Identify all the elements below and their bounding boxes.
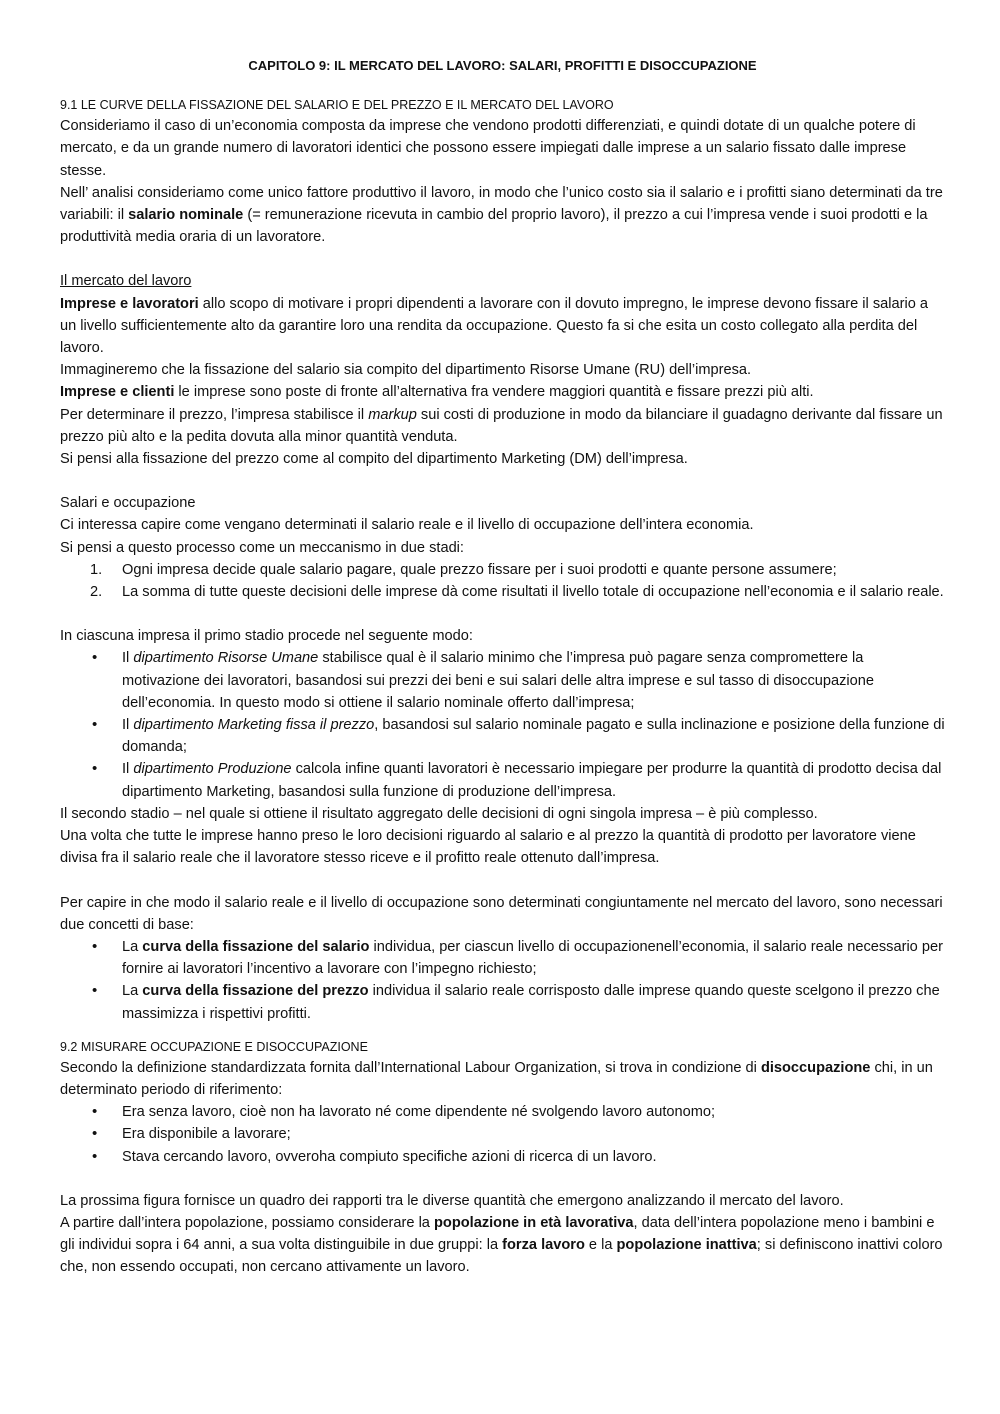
list-item bbox=[122, 936, 945, 980]
list-item: • Stava cercando lavoro, ovveroha compiuto specifiche azioni di ricerca di un lavoro. bbox=[122, 1146, 945, 1168]
section-heading-9-2: 9.2 MISURARE OCCUPAZIONE E DISOCCUPAZIONE bbox=[60, 1039, 368, 1054]
text: allo scopo di motivare i propri dipendenti a lavorare con il dovuto impregno, le imprese devono fissare il salario a un livello sufficientemente alto da garantire loro una rendita da occupazione. Questo fa si che esita un costo collegato alla perdita del lavoro. bbox=[60, 295, 928, 357]
bold-term: popolazione inattiva bbox=[616, 1237, 757, 1254]
paragraph: Ci interessa capire come vengano determinati il salario reale e il livello di occupazione dell’intera economia. bbox=[60, 517, 754, 534]
paragraph bbox=[60, 381, 945, 403]
list-item: • Era senza lavoro, cioè non ha lavorato né come dipendente né svolgendo lavoro autonomo; bbox=[122, 1101, 945, 1123]
paragraph bbox=[60, 404, 945, 448]
text: ; si definiscono inattivi coloro che, non essendo occupati, non cercano attivamente un lavoro. bbox=[60, 1237, 943, 1276]
italic-term: dipartimento Risorse Umane bbox=[133, 650, 319, 667]
text: A partire dall’intera popolazione, possiamo considerare la bbox=[60, 1214, 434, 1231]
text: individua, per ciascun livello di occupazionenell’economia, il salario reale necessario per fornire ai lavoratori l’incentivo a lavorare con l’impegno richiesto; bbox=[122, 938, 943, 978]
text: calcola infine quanti lavoratori è necessario impiegare per produrre la quantità di prodotto decisa dal dipartimento Marketing, basandosi sulla funzione di produzione dell’impresa. bbox=[122, 761, 942, 800]
paragraph bbox=[60, 1057, 945, 1101]
text: Consideriamo il caso di un’economia composta da imprese che vendono prodotti differenziati, e quindi dotate di un qualche potere di mercato, e da un grande numero di lavoratori identici che possono essere impiegati dalle imprese a un salario fissato dalle imprese stesse. bbox=[60, 118, 916, 179]
bullet-list bbox=[60, 647, 945, 802]
bold-term: Imprese e clienti bbox=[60, 384, 175, 401]
paragraph: In ciascuna impresa il primo stadio procede nel seguente modo: bbox=[60, 628, 473, 645]
paragraph: Una volta che tutte le imprese hanno preso le loro decisioni riguardo al salario e al prezzo la quantità di prodotto per lavoratore viene divisa fra il salario reale che il lavoratore stesso riceve e il profitto reale ottenuto dall’impresa. bbox=[60, 828, 916, 867]
bold-term: Imprese e lavoratori bbox=[60, 295, 199, 312]
paragraph: Immagineremo che la fissazione del salario sia compito del dipartimento Risorse Umane (RU) dell’impresa. bbox=[60, 362, 752, 379]
list-item bbox=[122, 980, 945, 1024]
bold-term: curva della fissazione del salario bbox=[142, 938, 370, 955]
bold-term: popolazione in età lavorativa bbox=[433, 1214, 634, 1231]
paragraph: Si pensi a questo processo come un meccanismo in due stadi: bbox=[60, 539, 464, 556]
text: sui costi di produzione in modo da bilanciare il guadagno derivante dal fissare un prezzo più alto e la pedita dovuta alla minor quantità venduta. bbox=[60, 406, 943, 445]
bold-term: disoccupazione bbox=[760, 1059, 871, 1076]
list-item: La somma di tutte queste decisioni delle imprese dà come risultati il livello totale di occupazione nell’economia e il salario reale. bbox=[122, 584, 944, 601]
text: La bbox=[122, 938, 143, 955]
text: (= remunerazione ricevuta in cambio del proprio lavoro), il prezzo a cui l’impresa vende i suoi prodotti e la produttività media oraria di un lavoratore. bbox=[60, 207, 928, 246]
section-heading-9-1: 9.1 LE CURVE DELLA FISSAZIONE DEL SALARIO E DEL PREZZO E IL MERCATO DEL LAVORO bbox=[60, 98, 614, 113]
text: Il bbox=[122, 717, 134, 734]
document-page bbox=[60, 55, 945, 1279]
text: chi, in un determinato periodo di riferimento: bbox=[60, 1059, 933, 1098]
paragraph: Per capire in che modo il salario reale e il livello di occupazione sono determinati congiuntamente nel mercato del lavoro, sono necessari due concetti di base: bbox=[60, 894, 943, 933]
paragraph: La prossima figura fornisce un quadro dei rapporti tra le diverse quantità che emergono analizzando il mercato del lavoro. bbox=[60, 1192, 844, 1209]
text: La bbox=[122, 983, 143, 1000]
paragraph bbox=[60, 293, 945, 360]
paragraph bbox=[60, 182, 945, 249]
bold-term: curva della fissazione del prezzo bbox=[142, 983, 369, 1000]
italic-term: dipartimento Produzione bbox=[133, 761, 292, 778]
paragraph bbox=[60, 1212, 945, 1279]
italic-term: markup bbox=[368, 406, 417, 423]
chapter-title: CAPITOLO 9: IL MERCATO DEL LAVORO: SALARI, PROFITTI E DISOCCUPAZIONE bbox=[248, 58, 757, 73]
numbered-list bbox=[60, 559, 945, 603]
text: Il bbox=[122, 761, 134, 778]
text: Per determinare il prezzo, l’impresa stabilisce il bbox=[60, 406, 369, 423]
list-item bbox=[122, 758, 945, 802]
bullet-list bbox=[60, 936, 945, 1025]
paragraph bbox=[60, 115, 945, 182]
text: Il bbox=[122, 650, 134, 667]
text: , data dell’intera popolazione meno i bambini e gli individui sopra i 64 anni, a sua volta distinguibile in due gruppi: la bbox=[60, 1214, 935, 1254]
text: Secondo la definizione standardizzata fornita dall’International Labour Organization, si trova in condizione di bbox=[60, 1059, 761, 1076]
text: individua il salario reale corrisposto dalle imprese quando queste scelgono il prezzo che massimizza i rispettivi profitti. bbox=[122, 983, 940, 1022]
list-item: • Era disponibile a lavorare; bbox=[122, 1123, 945, 1145]
list-item bbox=[122, 647, 945, 714]
text: e la bbox=[584, 1237, 617, 1254]
text: Nell’ analisi consideriamo come unico fattore produttivo il lavoro, in modo che l’unico costo sia il salario e i profitti siano determinati da tre variabili: il bbox=[60, 184, 943, 224]
list-item bbox=[122, 714, 945, 758]
italic-term: dipartimento Marketing fissa il prezzo bbox=[133, 717, 375, 734]
bold-term: salario nominale bbox=[128, 207, 244, 224]
text: , basandosi sul salario nominale pagato e sulla inclinazione e posizione della funzione di domanda; bbox=[122, 717, 945, 756]
subheading-salari: Salari e occupazione bbox=[60, 495, 196, 512]
paragraph: Il secondo stadio – nel quale si ottiene il risultato aggregato delle decisioni di ogni singola impresa – è più complesso. bbox=[60, 805, 818, 822]
list-item: Ogni impresa decide quale salario pagare, quale prezzo fissare per i suoi prodotti e quante persone assumere; bbox=[122, 561, 837, 578]
bold-term: forza lavoro bbox=[502, 1237, 585, 1254]
subheading-mercato: Il mercato del lavoro bbox=[60, 273, 192, 290]
text: le imprese sono poste di fronte all’alternativa fra vendere maggiori quantità e fissare prezzi più alti. bbox=[174, 384, 814, 401]
text: stabilisce qual è il salario minimo che l’impresa può pagare senza compromettere la motivazione dei lavoratori, basandosi sui prezzi dei beni e sui salari delle altra imprese e sul tasso di disoccupazione dell’economia. In questo modo si ottiene il salario nominale offerto dall’impresa; bbox=[122, 650, 874, 711]
bullet-list bbox=[60, 1101, 945, 1168]
paragraph: Si pensi alla fissazione del prezzo come al compito del dipartimento Marketing (DM) dell’impresa. bbox=[60, 451, 688, 468]
